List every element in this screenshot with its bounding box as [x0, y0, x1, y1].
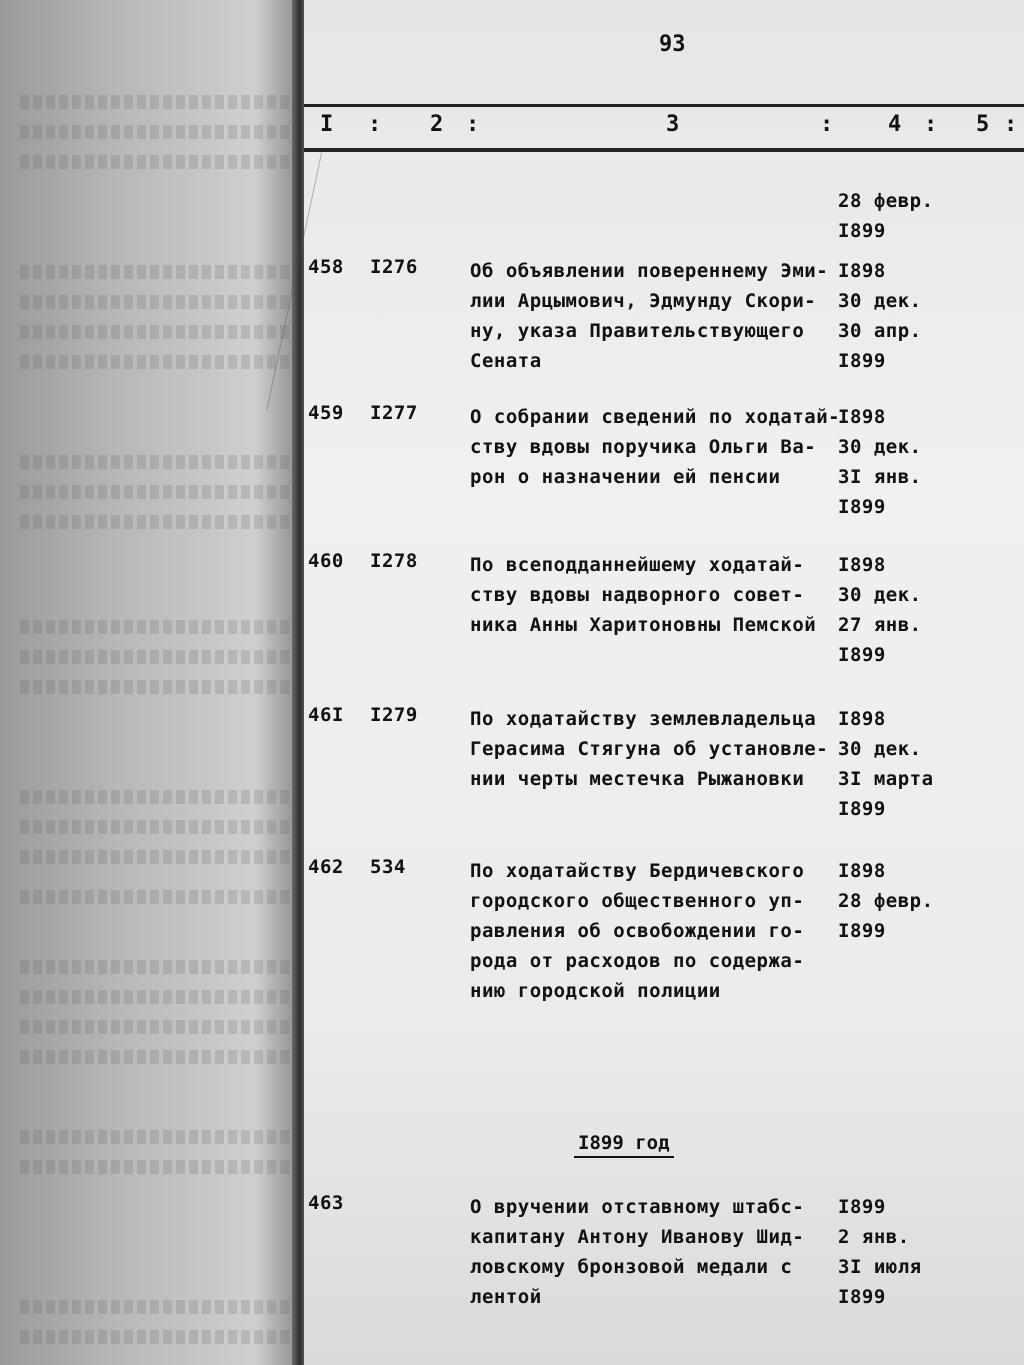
bleed-through-text	[20, 515, 290, 529]
description-line: Герасима Стягуна об установле-	[470, 738, 829, 760]
description-line: рон о назначении ей пенсии	[470, 466, 781, 488]
column-separator: :	[820, 112, 834, 137]
description-line: ну, указа Правительствующего	[470, 320, 805, 342]
date-line: 3I янв.	[838, 466, 922, 488]
bleed-through-text	[20, 890, 290, 904]
date-line: 3I марта	[838, 768, 934, 790]
entry-description	[470, 550, 840, 640]
entry-description	[470, 402, 840, 492]
bleed-through-text	[20, 820, 290, 834]
document-page	[304, 0, 1024, 1365]
description-line: По ходатайству землевладельца	[470, 708, 817, 730]
bleed-through-text	[20, 620, 290, 634]
description-line: О собрании сведений по ходатай-	[470, 406, 841, 428]
description-line: По всеподданнейшему ходатай-	[470, 554, 805, 576]
description-line: По ходатайству Бердичевского	[470, 860, 805, 882]
header-bottom-rule	[304, 148, 1024, 152]
date-line: 30 дек.	[838, 436, 922, 458]
bleed-through-text	[20, 1050, 290, 1064]
date-line: 2 янв.	[838, 1226, 910, 1248]
bleed-through-text	[20, 1330, 290, 1344]
entry-dates	[838, 550, 922, 670]
entry-description	[470, 256, 840, 376]
page-number: 93	[659, 32, 686, 57]
bleed-through-text	[20, 1160, 290, 1174]
header-top-rule	[304, 104, 1024, 107]
bleed-through-text	[20, 295, 290, 309]
date-line: 30 дек.	[838, 584, 922, 606]
bleed-through-text	[20, 355, 290, 369]
bleed-through-text	[20, 990, 290, 1004]
entry-number: 462	[308, 856, 344, 878]
description-line: капитану Антону Иванову Шид-	[470, 1226, 805, 1248]
description-line: лии Арцымович, Эдмунду Скори-	[470, 290, 817, 312]
column-separator: :	[924, 112, 938, 137]
column-header-1: I	[320, 112, 334, 137]
bleed-through-text	[20, 455, 290, 469]
bleed-through-text	[20, 125, 290, 139]
entry-dates	[838, 856, 934, 946]
date-line: I899	[838, 350, 886, 372]
entry-dates	[838, 704, 934, 824]
date-line: I899	[838, 220, 886, 242]
date-line: I899	[838, 798, 886, 820]
entry-dates	[838, 1192, 922, 1312]
bleed-through-text	[20, 325, 290, 339]
date-line: I898	[838, 708, 886, 730]
description-line: ловскому бронзовой медали с	[470, 1256, 793, 1278]
previous-page	[0, 0, 300, 1365]
description-line: нии черты местечка Рыжановки	[470, 768, 805, 790]
bleed-through-text	[20, 485, 290, 499]
description-line: Об объявлении повереннему Эми-	[470, 260, 829, 282]
description-line: ству вдовы надворного совет-	[470, 584, 805, 606]
bleed-through-text	[20, 680, 290, 694]
description-line: ника Анны Харитоновны Пемской	[470, 614, 817, 636]
description-line: ству вдовы поручика Ольги Ва-	[470, 436, 817, 458]
description-line: городского общественного уп-	[470, 890, 805, 912]
date-line: I899	[838, 920, 886, 942]
bleed-through-text	[20, 850, 290, 864]
date-line: 28 февр.	[838, 890, 934, 912]
bleed-through-text	[20, 1020, 290, 1034]
date-line: I898	[838, 860, 886, 882]
entry-reference: I276	[370, 256, 418, 278]
bleed-through-text	[20, 155, 290, 169]
entry-description	[470, 704, 840, 794]
date-line: 30 апр.	[838, 320, 922, 342]
entry-reference: 534	[370, 856, 406, 878]
entry-number: 459	[308, 402, 344, 424]
entry-number: 458	[308, 256, 344, 278]
bleed-through-text	[20, 650, 290, 664]
column-separator: :	[368, 112, 382, 137]
description-line: рода от расходов по содержа-	[470, 950, 805, 972]
date-line: 28 февр.	[838, 190, 934, 212]
entry-reference: I277	[370, 402, 418, 424]
date-line: 30 дек.	[838, 738, 922, 760]
description-line: лентой	[470, 1286, 542, 1308]
date-line: I899	[838, 496, 886, 518]
description-line: равления об освобождении го-	[470, 920, 805, 942]
entry-description	[470, 1192, 840, 1312]
column-header-5: 5	[976, 112, 990, 137]
date-line: 3I июля	[838, 1256, 922, 1278]
column-separator: :	[1004, 112, 1018, 137]
year-heading: I899 год	[574, 1132, 674, 1158]
date-line: I898	[838, 554, 886, 576]
bleed-through-text	[20, 265, 290, 279]
bleed-through-text	[20, 95, 290, 109]
date-line: I898	[838, 406, 886, 428]
entry-description	[470, 856, 840, 1006]
date-line: I898	[838, 260, 886, 282]
bleed-through-text	[20, 1130, 290, 1144]
entry-number: 460	[308, 550, 344, 572]
bleed-through-text	[20, 960, 290, 974]
column-header-4: 4	[888, 112, 902, 137]
description-line: нию городской полиции	[470, 980, 721, 1002]
date-line: 30 дек.	[838, 290, 922, 312]
bleed-through-text	[20, 790, 290, 804]
date-line: I899	[838, 1286, 886, 1308]
column-header-2: 2	[430, 112, 444, 137]
entry-dates	[838, 402, 922, 522]
column-header-3: 3	[666, 112, 680, 137]
date-line: I899	[838, 644, 886, 666]
description-line: Сената	[470, 350, 542, 372]
bleed-through-text	[20, 1300, 290, 1314]
description-line: О вручении отставному штабс-	[470, 1196, 805, 1218]
entry-dates	[838, 186, 934, 246]
entry-number: 463	[308, 1192, 344, 1214]
entry-reference: I278	[370, 550, 418, 572]
entry-dates	[838, 256, 922, 376]
date-line: I899	[838, 1196, 886, 1218]
entry-number: 46I	[308, 704, 344, 726]
entry-reference: I279	[370, 704, 418, 726]
column-separator: :	[466, 112, 480, 137]
date-line: 27 янв.	[838, 614, 922, 636]
